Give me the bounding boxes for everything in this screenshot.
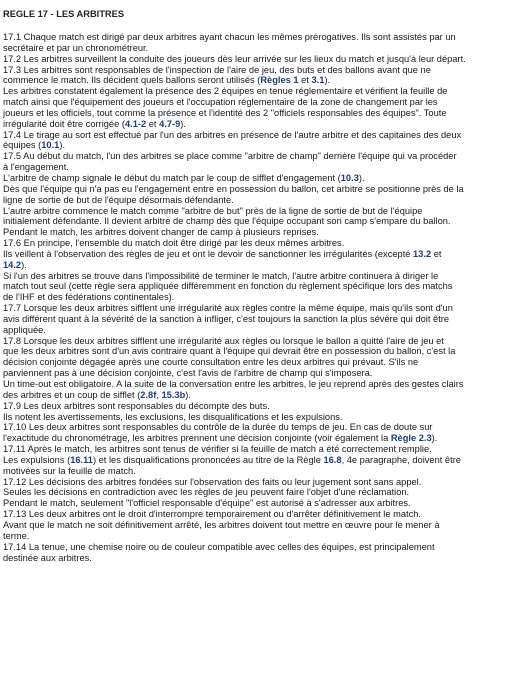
rule-reference-link[interactable]: Règle 2.3: [390, 433, 432, 444]
rule-reference-link[interactable]: 3.1: [311, 75, 325, 86]
text-line: avis différent quant à la sévérité de la sanction à infliger, c'est toujours la sanction la plus sévère qui doit être: [3, 313, 450, 324]
text-line: commence le match. Ils décident quels ballons seront utilisés (Règles 1 et 3.1).: [3, 75, 331, 86]
rule-reference-link[interactable]: 2.8f: [140, 389, 157, 400]
text-line: 17.10 Les deux arbitres sont responsables du contrôle de la durée du temps de jeu. En cas de doute sur: [3, 422, 433, 433]
text-line: 17.11 Après le match, les arbitres sont tenus de vérifier si la feuille de match a été correctement remplie.: [3, 444, 432, 455]
text-line: décision conjointe dégagée après une courte consultation entre les deux arbitres qui prévaut. S'ils ne: [3, 357, 419, 368]
text-line: que les deux arbitres sont d'un avis contraire quant à l'équipe qui devrait être en possession du ballon, c'est la: [3, 346, 456, 357]
rule-reference-link[interactable]: 10.1: [41, 140, 60, 151]
rule-reference-link[interactable]: 15.3b: [161, 389, 186, 400]
text-line: Si l'un des arbitres se trouve dans l'impossibilité de terminer le match, l'autre arbitre continuera à diriger le: [3, 270, 439, 281]
text-line: 17.14 La tenue, une chemise noire ou de couleur compatible avec celles des équipes, est principalement: [3, 541, 435, 552]
text-line: 17.2 Les arbitres surveillent la conduite des joueurs dès leur arrivée sur les lieux du match et jusqu'à leur départ.: [3, 53, 466, 64]
text-line: appliquée.: [3, 324, 46, 335]
rule-reference-link[interactable]: Règles 1: [260, 75, 299, 86]
rule-reference-link[interactable]: 4.7-9: [159, 118, 181, 129]
text-line: Pendant le match, seulement "l'officiel responsable d'équipe" est autorisé à s'adresser aux arbitres.: [3, 498, 411, 509]
rule-reference-link[interactable]: 16.8: [323, 454, 342, 465]
text-line: l'exactitude du chronométrage, les arbitres prennent une décision conjointe (voir également la Règle 2.3).: [3, 433, 438, 444]
text-line: destinée aux arbitres.: [3, 552, 92, 563]
rule-reference-link[interactable]: 4.1-2: [124, 118, 147, 129]
text-line: initialement défendante. Il devient arbitre de champ dès que l'équipe occupant son camp s'empare du ballon.: [3, 216, 451, 227]
text-line: ligne de sortie de but de l'équipe désormais défendante.: [3, 194, 234, 205]
text-line: L'arbitre de champ signale le début du match par le coup de sifflet d'engagement (10.3).: [3, 172, 365, 183]
text-line: secrétaire et par un chronométreur.: [3, 42, 149, 53]
text-line: Ils notent les avertissements, les exclusions, les disqualifications et les expulsions.: [3, 411, 343, 422]
text-line: 17.7 Lorsque les deux arbitres sifflent une irrégularité aux règles contre la même équipe, mais qu'ils sont d'un: [3, 303, 453, 314]
text-line: 17.12 Les décisions des arbitres fondées sur l'observation des faits ou leur jugement sont sans appel.: [3, 476, 422, 487]
text-line: 17.5 Au début du match, l'un des arbitres se place comme "arbitre de champ" derrière l'équipe qui va procéder: [3, 151, 457, 162]
text-line: 17.9 Les deux arbitres sont responsables du décompte des buts.: [3, 400, 270, 411]
text-line: L'autre arbitre commence le match comme "arbitre de but" près de la ligne de sortie de but de l'équipe: [3, 205, 423, 216]
text-line: Pendant le match, les arbitres doivent changer de camp à plusieurs reprises.: [3, 227, 319, 238]
text-line: équipes (10.1).: [3, 140, 66, 151]
page-title: REGLE 17 - LES ARBITRES: [3, 9, 125, 19]
text-line: motivées sur la feuille de match.: [3, 465, 136, 476]
text-line: 14.2).: [3, 259, 27, 270]
text-line: Les arbitres constatent également la présence des 2 équipes en tenue réglementaire et vérifient la feuille de: [3, 86, 448, 97]
rule-reference-link[interactable]: 16.11: [70, 454, 93, 465]
text-line: irrégularité doit être corrigée (4.1-2 et 4.7-9).: [3, 118, 186, 129]
text-line: Seules les décisions en contradiction avec les règles de jeu peuvent faire l'objet d'une réclamation.: [3, 487, 410, 498]
text-line: à l'engagement.: [3, 162, 69, 173]
rules-body: [3, 32, 522, 563]
text-line: 17.13 Les deux arbitres ont le droit d'interrompre temporairement ou d'arrêter définitivement le match.: [3, 509, 421, 520]
text-line: 17.1 Chaque match est dirigé par deux arbitres ayant chacun les mêmes prérogatives. Ils sont assistés par un: [3, 32, 456, 42]
text-line: Un time-out est obligatoire. A la suite de la conversation entre les arbitres, le jeu reprend après des gestes clairs: [3, 379, 464, 389]
text-line: de l'IHF et des fédérations continentales).: [3, 292, 175, 303]
text-line: des arbitres et un coup de sifflet (2.8f, 15.3b).: [3, 389, 191, 400]
rule-reference-link[interactable]: 13.2: [413, 248, 432, 259]
text-line: joueurs et les officiels, tout comme la présence et l'identité des 2 "officiels responsables des équipes". Toute: [3, 107, 447, 118]
text-line: Avant que le match ne soit définitivement arrêté, les arbitres doivent tout mettre en œuvre pour le mener à: [3, 519, 440, 530]
text-line: match tout seul (cette règle sera appliquée différemment en fonction du règlement spécifique lors des matchs: [3, 281, 453, 292]
text-line: 17.8 Lorsque les deux arbitres sifflent une irrégularité aux règles ou lorsque le ballon a quitté l'aire de jeu et: [3, 335, 444, 346]
text-line: Dès que l'équipe qui n'a pas eu l'engagement entre en possession du ballon, cet arbitre se positionne près de la: [3, 183, 464, 194]
text-line: match ainsi que l'équipement des joueurs et l'occupation réglementaire de la zone de changement par les: [3, 97, 438, 108]
text-line: parviennent pas à une décision conjointe, c'est l'avis de l'arbitre de champ qui s'imposera.: [3, 368, 373, 379]
text-line: terme.: [3, 530, 30, 541]
rule-reference-link[interactable]: 14.2: [3, 259, 22, 270]
text-line: 17.3 Les arbitres sont responsables de l'inspection de l'aire de jeu, des buts et des ballons avant que ne: [3, 64, 431, 75]
text-line: Les expulsions (16.11) et les disqualifications prononcées au titre de la Règle 16.8, 4e paragraphe, doivent être: [3, 454, 461, 465]
text-line: 17.4 Le tirage au sort est effectué par l'un des arbitres en présence de l'autre arbitre et des capitaines des deux: [3, 129, 462, 140]
text-line: 17.6 En principe, l'ensemble du match doit être dirigé par les deux mêmes arbitres.: [3, 238, 345, 249]
text-line: Ils veillent à l'observation des règles de jeu et ont le devoir de sanctionner les irrégularités (excepté 13.2 et: [3, 248, 442, 259]
rule-reference-link[interactable]: 10.3: [340, 172, 359, 183]
